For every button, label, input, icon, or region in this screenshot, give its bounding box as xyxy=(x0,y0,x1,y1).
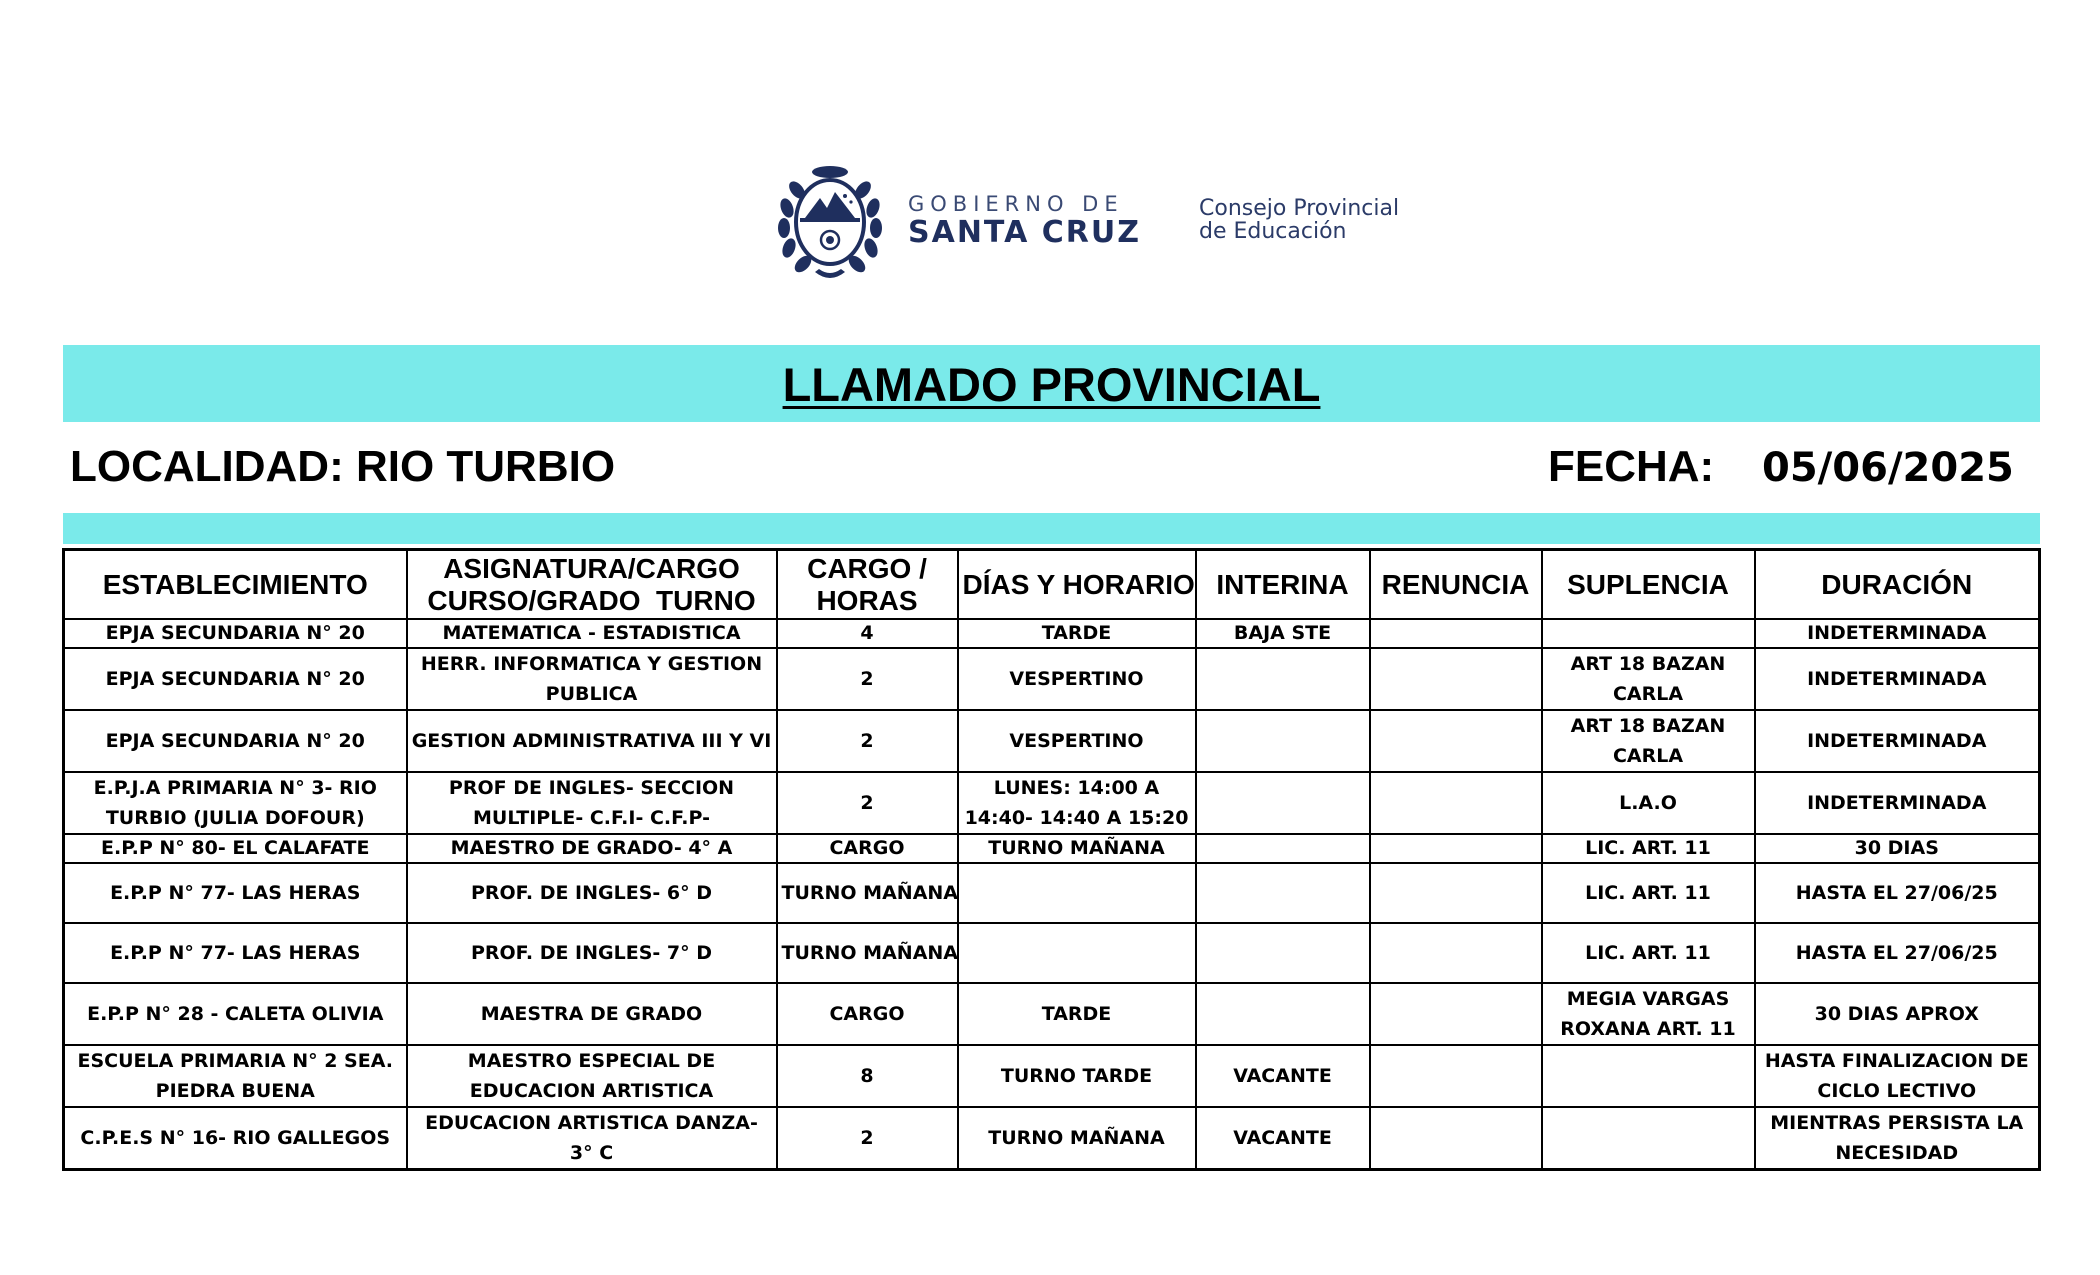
col-header-asignatura xyxy=(407,550,777,620)
localidad-label: LOCALIDAD: RIO TURBIO xyxy=(70,442,616,491)
cell-dias xyxy=(958,923,1196,983)
table-row xyxy=(64,983,2040,1045)
col-header-duracion: DURACIÓN xyxy=(1755,550,2040,620)
cell-asignatura: PROF. DE INGLES- 7° D xyxy=(407,923,777,983)
cell-cargo: 2 xyxy=(777,1107,958,1170)
table-row xyxy=(64,923,2040,983)
cell-cargo: 8 xyxy=(777,1045,958,1107)
council-name-line2: de Educación xyxy=(1199,219,1347,244)
cell-establecimiento: E.P.P N° 77- LAS HERAS xyxy=(64,923,407,983)
col-header-asignatura-line2: CURSO/GRADO TURNO xyxy=(427,584,756,616)
cell-asignatura: PROF. DE INGLES- 6° D xyxy=(407,863,777,923)
col-header-renuncia: RENUNCIA xyxy=(1370,550,1542,620)
title-band xyxy=(63,345,2040,422)
cell-suplencia: ART 18 BAZAN CARLA xyxy=(1542,710,1755,772)
table-row xyxy=(64,1045,2040,1107)
cell-cargo: TURNO MAÑANA xyxy=(777,923,958,983)
government-name-line2: SANTA CRUZ xyxy=(908,215,1141,250)
government-name-line1: GOBIERNO DE xyxy=(908,192,1124,216)
col-header-interina: INTERINA xyxy=(1196,550,1370,620)
col-header-dias: DÍAS Y HORARIO xyxy=(958,550,1196,620)
table-row xyxy=(64,863,2040,923)
council-name-line1: Consejo Provincial xyxy=(1199,196,1400,221)
cell-suplencia: LIC. ART. 11 xyxy=(1542,863,1755,923)
cell-asignatura: PROF DE INGLES- SECCION MULTIPLE- C.F.I- C.F.P- xyxy=(407,772,777,834)
cell-interina xyxy=(1196,648,1370,710)
cell-dias: VESPERTINO xyxy=(958,710,1196,772)
col-header-cargo xyxy=(777,550,958,620)
cell-renuncia xyxy=(1370,772,1542,834)
fecha-value: 05/06/2025 xyxy=(1762,445,2014,491)
cell-interina xyxy=(1196,834,1370,863)
cell-asignatura: GESTION ADMINISTRATIVA III Y VI xyxy=(407,710,777,772)
col-header-cargo-line2: HORAS xyxy=(816,584,918,616)
cell-establecimiento: EPJA SECUNDARIA N° 20 xyxy=(64,710,407,772)
col-header-establecimiento: ESTABLECIMIENTO xyxy=(64,550,407,620)
cell-cargo: CARGO xyxy=(777,983,958,1045)
cell-asignatura: HERR. INFORMATICA Y GESTION PUBLICA xyxy=(407,648,777,710)
cell-cargo: TURNO MAÑANA xyxy=(777,863,958,923)
cell-suplencia: ART 18 BAZAN CARLA xyxy=(1542,648,1755,710)
table-row xyxy=(64,648,2040,710)
cell-asignatura: MAESTRO ESPECIAL DE EDUCACION ARTISTICA xyxy=(407,1045,777,1107)
cell-establecimiento: E.P.P N° 80- EL CALAFATE xyxy=(64,834,407,863)
cell-renuncia xyxy=(1370,648,1542,710)
cell-cargo: 2 xyxy=(777,648,958,710)
cell-renuncia xyxy=(1370,1045,1542,1107)
cell-interina xyxy=(1196,863,1370,923)
cell-asignatura: MAESTRO DE GRADO- 4° A xyxy=(407,834,777,863)
table-row xyxy=(64,1107,2040,1170)
cell-interina xyxy=(1196,983,1370,1045)
table-row xyxy=(64,834,2040,863)
cell-suplencia xyxy=(1542,1045,1755,1107)
table-row xyxy=(64,772,2040,834)
cell-establecimiento: EPJA SECUNDARIA N° 20 xyxy=(64,648,407,710)
cell-dias: TARDE xyxy=(958,983,1196,1045)
cell-renuncia xyxy=(1370,923,1542,983)
cell-dias: TURNO MAÑANA xyxy=(958,1107,1196,1170)
positions-table xyxy=(62,548,2041,1171)
cell-renuncia xyxy=(1370,834,1542,863)
cell-duracion: HASTA FINALIZACION DE CICLO LECTIVO xyxy=(1755,1045,2040,1107)
col-header-asignatura-line1: ASIGNATURA/CARGO xyxy=(443,552,740,584)
cell-duracion: INDETERMINADA xyxy=(1755,772,2040,834)
cell-duracion: HASTA EL 27/06/25 xyxy=(1755,863,2040,923)
cell-duracion: 30 DIAS xyxy=(1755,834,2040,863)
cell-establecimiento: E.P.P N° 77- LAS HERAS xyxy=(64,863,407,923)
cell-dias xyxy=(958,863,1196,923)
santa-cruz-emblem-icon xyxy=(775,160,885,282)
fecha-label: FECHA: xyxy=(1548,442,1715,491)
cell-suplencia: L.A.O xyxy=(1542,772,1755,834)
cell-duracion: 30 DIAS APROX xyxy=(1755,983,2040,1045)
cell-asignatura: MAESTRA DE GRADO xyxy=(407,983,777,1045)
cell-asignatura: EDUCACION ARTISTICA DANZA- 3° C xyxy=(407,1107,777,1170)
cell-cargo: CARGO xyxy=(777,834,958,863)
table-header-row xyxy=(64,550,2040,620)
cell-dias: TURNO MAÑANA xyxy=(958,834,1196,863)
cell-renuncia xyxy=(1370,619,1542,648)
cell-renuncia xyxy=(1370,983,1542,1045)
table-row xyxy=(64,619,2040,648)
cell-interina xyxy=(1196,710,1370,772)
cell-renuncia xyxy=(1370,710,1542,772)
cell-duracion: INDETERMINADA xyxy=(1755,710,2040,772)
cell-dias: TARDE xyxy=(958,619,1196,648)
cell-duracion: HASTA EL 27/06/25 xyxy=(1755,923,2040,983)
cell-interina: VACANTE xyxy=(1196,1045,1370,1107)
cell-cargo: 4 xyxy=(777,619,958,648)
cell-suplencia xyxy=(1542,619,1755,648)
cell-interina: VACANTE xyxy=(1196,1107,1370,1170)
cell-cargo: 2 xyxy=(777,772,958,834)
page-title: LLAMADO PROVINCIAL xyxy=(782,358,1321,411)
cell-cargo: 2 xyxy=(777,710,958,772)
cell-duracion: MIENTRAS PERSISTA LA NECESIDAD xyxy=(1755,1107,2040,1170)
cell-dias: LUNES: 14:00 A 14:40- 14:40 A 15:20 xyxy=(958,772,1196,834)
col-header-suplencia: SUPLENCIA xyxy=(1542,550,1755,620)
cell-interina xyxy=(1196,923,1370,983)
col-header-cargo-line1: CARGO / xyxy=(807,552,927,584)
cell-establecimiento: ESCUELA PRIMARIA N° 2 SEA. PIEDRA BUENA xyxy=(64,1045,407,1107)
cell-duracion: INDETERMINADA xyxy=(1755,619,2040,648)
cell-suplencia: MEGIA VARGAS ROXANA ART. 11 xyxy=(1542,983,1755,1045)
cell-renuncia xyxy=(1370,863,1542,923)
cell-interina xyxy=(1196,772,1370,834)
cell-establecimiento: E.P.J.A PRIMARIA N° 3- RIO TURBIO (JULIA DOFOUR) xyxy=(64,772,407,834)
cell-duracion: INDETERMINADA xyxy=(1755,648,2040,710)
cell-establecimiento: C.P.E.S N° 16- RIO GALLEGOS xyxy=(64,1107,407,1170)
separator-band xyxy=(63,513,2040,544)
cell-suplencia xyxy=(1542,1107,1755,1170)
table-row xyxy=(64,710,2040,772)
cell-renuncia xyxy=(1370,1107,1542,1170)
cell-suplencia: LIC. ART. 11 xyxy=(1542,834,1755,863)
header-logo xyxy=(775,160,1435,282)
cell-asignatura: MATEMATICA - ESTADISTICA xyxy=(407,619,777,648)
cell-dias: TURNO TARDE xyxy=(958,1045,1196,1107)
cell-dias: VESPERTINO xyxy=(958,648,1196,710)
cell-suplencia: LIC. ART. 11 xyxy=(1542,923,1755,983)
cell-establecimiento: EPJA SECUNDARIA N° 20 xyxy=(64,619,407,648)
cell-interina: BAJA STE xyxy=(1196,619,1370,648)
cell-establecimiento: E.P.P N° 28 - CALETA OLIVIA xyxy=(64,983,407,1045)
